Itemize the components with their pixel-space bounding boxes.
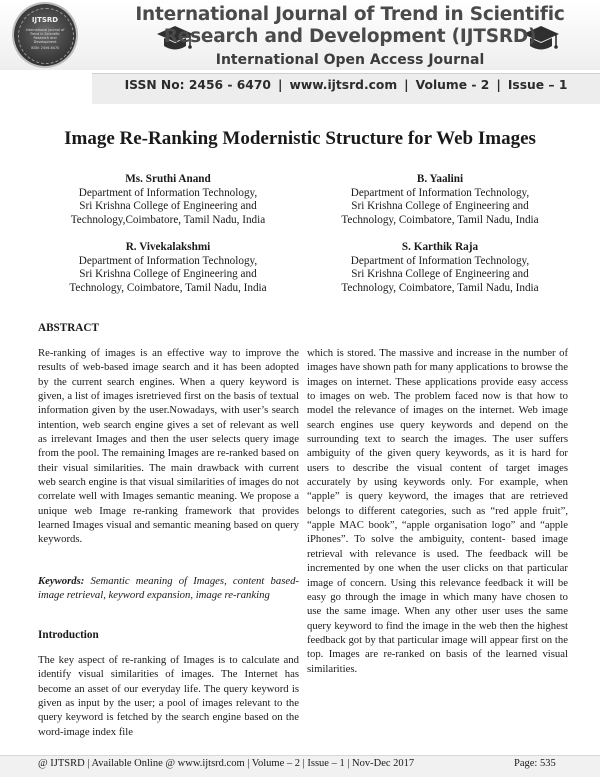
footer-citation: @ IJTSRD | Available Online @ www.ijtsrd.com | Volume – 2 | Issue – 1 | Nov-Dec 2017 <box>38 758 415 769</box>
introduction-heading: Introduction <box>38 629 99 641</box>
journal-title-line2: Research and Development (IJTSRD) <box>163 26 537 47</box>
journal-subtitle: International Open Access Journal <box>215 52 485 68</box>
author-block <box>290 241 590 295</box>
logo-line: Trend in Scientific <box>30 32 60 36</box>
separator: | <box>496 78 501 92</box>
separator: | <box>404 78 409 92</box>
logo-title: IJTSRD <box>31 16 59 24</box>
author-college: Sri Krishna College of Engineering and <box>79 200 257 212</box>
journal-header <box>0 0 600 110</box>
logo-line: International Journal of <box>25 28 65 32</box>
author-name: Ms. Sruthi Anand <box>125 173 211 185</box>
author-department: Department of Information Technology, <box>78 186 258 199</box>
author-block <box>18 173 318 227</box>
abstract-text: Re-ranking of images is an effective way to improve the results of web-based image search and it has been adopted by the current search engines. When a query keyword is given, a list of images isretrieved first on the basis of textual information given by the user.Nowadays, with user’s search intention, web search engine gives a set of relevant as well as irrelevant Images and then the user selects query image from the pool. The remaining Images are re-ranked based on their visual similarities. The main drawback with current web search engine is that visual similarities of images do not correlate well with Images semantic meaning. We propose a unique web Image re-ranking framework that provides learned Images visual and semantic meaning based on query keywords. <box>38 347 299 546</box>
author-department: Department of Information Technology, <box>78 254 258 267</box>
issue-label: Issue – 1 <box>507 78 568 92</box>
author-college: Sri Krishna College of Engineering and <box>351 200 529 212</box>
logo-line: Research and <box>33 36 57 40</box>
author-department: Department of Information Technology, <box>350 186 530 199</box>
author-location: Technology, Coimbatore, Tamil Nadu, India <box>341 281 539 294</box>
separator: | <box>277 78 283 92</box>
abstract-heading: ABSTRACT <box>38 322 99 334</box>
author-college: Sri Krishna College of Engineering and <box>79 268 257 280</box>
author-block <box>290 173 590 227</box>
author-location: Technology,Coimbatore, Tamil Nadu, India <box>70 213 266 226</box>
author-location: Technology, Coimbatore, Tamil Nadu, India <box>341 213 539 226</box>
journal-title: International Journal of Trend in Scientific <box>135 4 565 25</box>
introduction-text: The key aspect of re-ranking of Images is to calculate and identify visual similarities of images. The Internet has become an asset of our everyday life. The query keyword is given as input by the user; a pool of images relevant to the query keyword is fetched by the search engine based on the word-image index file <box>38 654 299 738</box>
author-name: B. Yaalini <box>416 173 464 185</box>
paper-title: Image Re-Ranking Modernistic Structure for Web Images <box>64 128 536 149</box>
keywords-block <box>38 574 299 603</box>
right-column-text: which is stored. The massive and increase in the number of images have shown path for many applications to browse the images on internet. These applications provide easy access to images on web. The problem faced now is that how to model the relevance of images on the internet. Web image search engines use query keywords and depend on the surrounding text to search the images. The user suffers ambiguity of the given query keywords, as it is hard for users to describe the visual content of target images accurately by using keywords only. For example, when “apple” is query keyword, the images that are retrieved belongs to different categories, such as “red apple fruit”, “apple MAC book”, “apple organisation logo” and “apple iPhones”. To solve the ambiguity, content- based image retrieval with relevance is used. The feedback will be incremented by one when the user clicks on that particular image of concern. Using this relevance feedback it will be easy go through the image in which many have chosen to use the same image. When any other user uses the same query keyword to find the image in the web then the highest feedback got by that particular image will appear first on the top. Images are re-ranked on basis of the learned visual similarities. <box>307 347 568 675</box>
keywords-label: Keywords: <box>38 575 85 587</box>
issn-line <box>92 78 600 92</box>
page-number: Page: 535 <box>514 758 556 769</box>
logo-line: ISSN: 2456-6470 <box>30 46 60 50</box>
logo-line: Development <box>33 40 57 44</box>
journal-website-link[interactable]: www.ijtsrd.com <box>289 78 398 92</box>
author-college: Sri Krishna College of Engineering and <box>351 268 529 280</box>
author-location: Technology, Coimbatore, Tamil Nadu, India <box>69 281 267 294</box>
volume-label: Volume - 2 <box>415 78 490 92</box>
author-name: S. Karthik Raja <box>401 241 479 253</box>
author-department: Department of Information Technology, <box>350 254 530 267</box>
keywords-text: Semantic meaning of Images, content based-image retrieval, keyword expansion, image re-ranking <box>38 575 299 602</box>
author-block <box>18 241 318 295</box>
issn-number: ISSN No: 2456 - 6470 <box>124 78 271 92</box>
author-name: R. Vivekalakshmi <box>125 241 211 253</box>
